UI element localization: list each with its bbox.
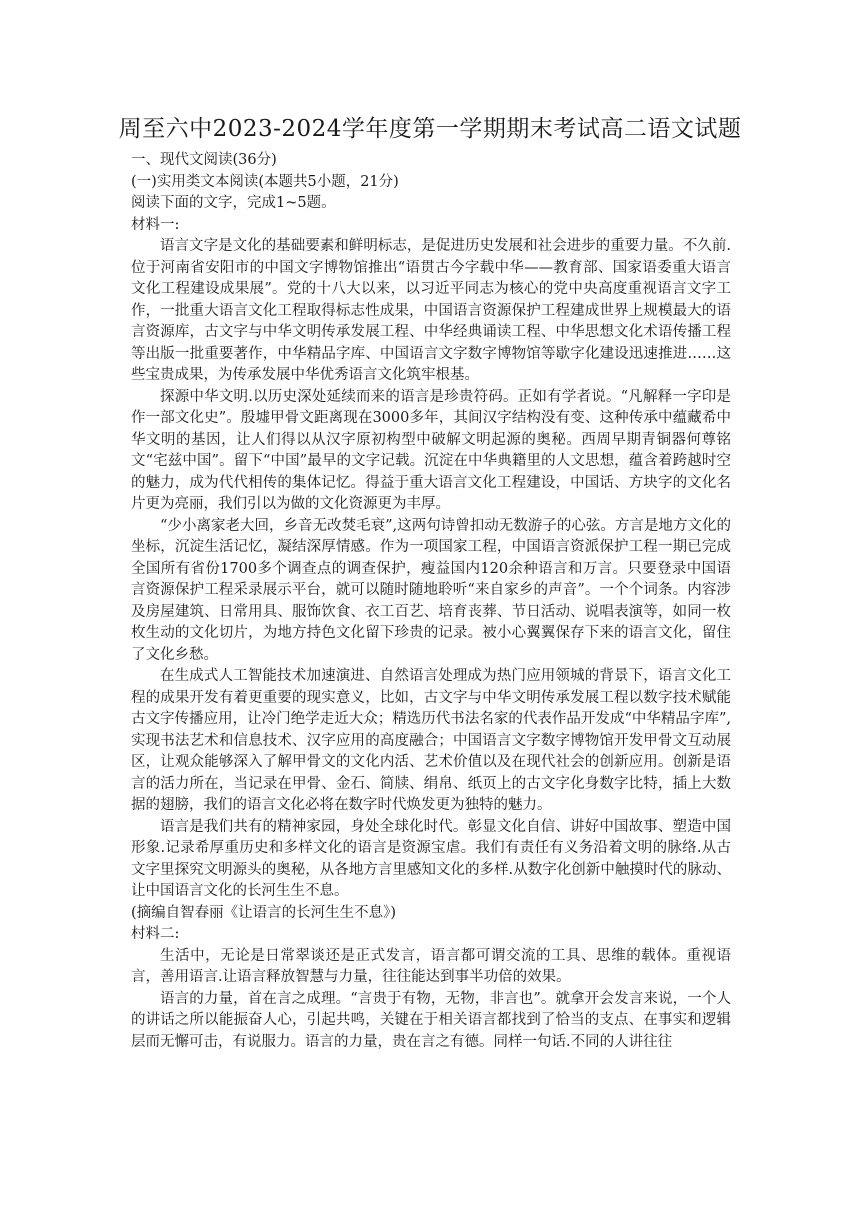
- material-one-paragraph: 在生成式人工智能技术加速演进、自然语言处理成为热门应用领城的背景下，语言文化工程的成果开发有着更重要的现实意义，比如，古文字与中华文明传承发展工程以数字技术赋能古文字传播应用，让冷门绝学走近大众；精选历代书法名家的代表作品开发成“中华精品字库”,实现书法艺术和信息技术、汉字应用的高度融合；中国语言文字数字博物馆开发甲骨文互动展区，让观众能够深入了解甲骨文的文化内活、艺术价值以及在现代社会的创新应用。创新是语言的活力所在，当记录在甲骨、金石、简牍、绢帛、纸页上的古文字化身数字比特，插上大数据的翅膀，我们的语言文化必将在数字时代焕发更为独特的魅力。: [131, 668, 731, 813]
- material-two-paragraph: 生活中，无论是日常翠谈还是正式发言，语言都可谓交流的工具、思维的载体。重视语言，善用语言.让语言释放智慧与力量，往往能达到事半功倍的效果。: [131, 947, 731, 985]
- material-one-paragraph: 语言是我们共有的精神家园，身处全球化时代。彰显文化自信、讲好中国故事、塑造中国形象.记录希厚重历史和多样文化的语言是资源宝虐。我们有责任有义务沿着文明的脉络.从古文字里探究文明源头的奥秘，从各地方言里感知文化的多样.从数字化创新中触摸时代的脉动、让中国语言文化的长河生生不息。: [131, 818, 731, 899]
- reading-instruction: 阅读下面的文字，完成1~5题。: [131, 195, 336, 211]
- material-one-paragraph: 探源中华文明.以历史深处延续而来的语言是珍贵符码。正如有学者说。“凡解释一字印是作一部文化史”。殷墟甲骨文距离现在3000多年，其间汉字结构没有变、这种传承中蕴藏希中华文明的基因，让人们得以从汉字原初构型中破解文明起源的奥秘。西周早期青铜器何尊铭文“宅兹中国”。留下“中国”最早的文字记载。沉淀在中华典籍里的人文思想，蕴含着跨越时空的魅力，成为代代相传的集体记忆。得益于重大语言文化工程建设，中国话、方块字的文化名片更为亮丽，我们引以为做的文化资源更为丰厚。: [131, 388, 731, 512]
- subsection-heading: (一)实用类文本阅读(本题共5小题，21分): [131, 173, 399, 190]
- section-heading: 一、现代文阅读(36分): [131, 152, 277, 168]
- exam-title: 周至六中2023-2024学年度第一学期期末考试高二语文试题: [118, 116, 742, 142]
- material-one-label: 材料一:: [131, 216, 180, 233]
- material-two-label: 村料二:: [131, 926, 180, 942]
- material-one-paragraph: 语言文字是文化的基础要素和鲜明标志，是促进历史发展和社会进步的重要力量。不久前.位于河南省安阳市的中国文字博物馆推出“语贯古今字载中华——教育部、国家语委重大语言文化工程建设成果展”。党的十八大以来，以习近平同志为核心的党中央高度重视语言文字工作，一批重大语言文化工程取得标志性成果，中国语言资源保护工程建成世界上规模最大的语言资源库，古文字与中华文明传承发展工程、中华经典诵读工程、中华思想文化术语传播工程等出版一批重要著作，中华精品字库、中国语言文字数字博物馆等歇字化建设迅速推进……这些宝贵成果，为传承发展中华优秀语言文化筑牢根基。: [131, 238, 731, 383]
- exam-content: [131, 150, 731, 1053]
- material-two-paragraph: 语言的力量，首在言之成理。“言贵于有物，无物，非言也”。就拿开会发言来说，一个人的讲话之所以能振奋人心，引起共鸣，关键在于相关语言都找到了恰当的支点、在事实和逻辑层而无懈可击，有说服力。语言的力量，贵在言之有德。同样一句话.不同的人讲往往: [131, 990, 731, 1050]
- material-one-source: (摘编自智春丽《让语言的长河生生不息》): [131, 904, 397, 921]
- material-one-paragraph: “少小离家老大回，乡音无改焚毛衰”,这两句诗曾扣动无数游子的心弦。方言是地方文化的坐标，沉淀生活记忆，凝结深厚情感。作为一项国家工程，中国语言资派保护工程一期已完成全国所有省份1700多个调查点的调查保护，瘦益国内120余种语言和万言。只要登录中国语言资源保护工程采录展示平台，就可以随时随地聆听“来自家乡的声音”。一个个词条。内容涉及房屋建筑、日常用具、服饰饮食、衣工百艺、培育丧葬、节日活动、说唱表演等，如同一枚枚生动的文化切片，为地方持色文化留下珍贵的记录。被小心翼翼保存下来的语言文化，留住了文化乡愁。: [131, 517, 731, 663]
